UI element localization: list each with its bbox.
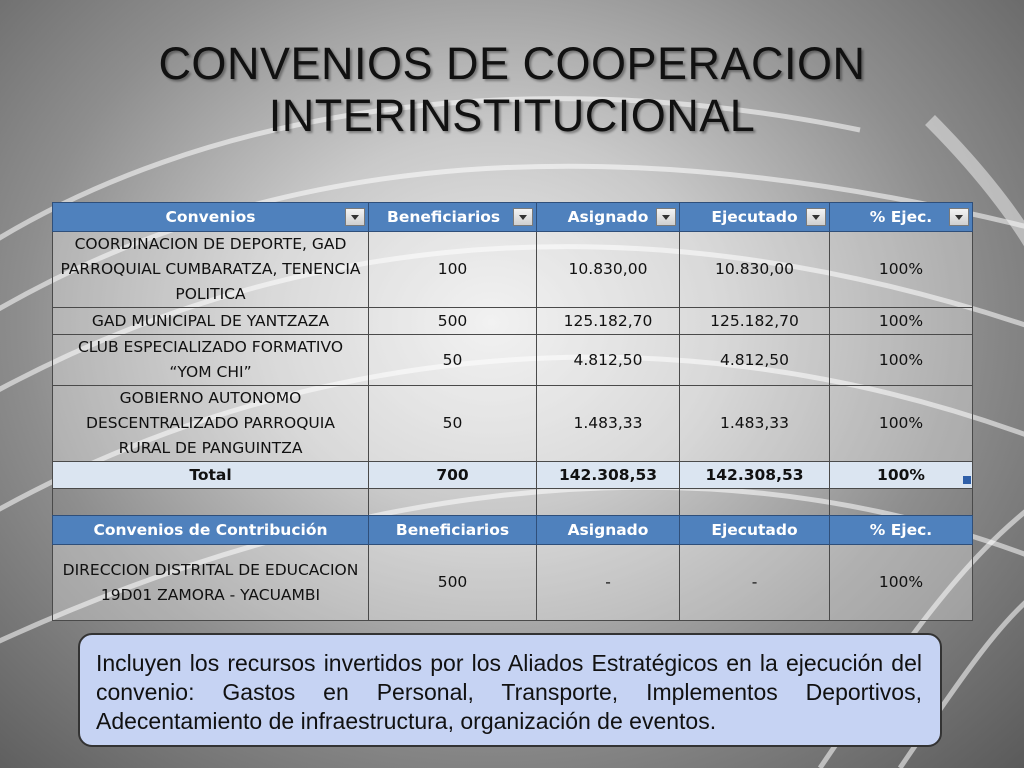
cell-pct: 100% xyxy=(830,232,973,308)
total-row xyxy=(53,462,973,489)
cell-asignado: 125.182,70 xyxy=(537,308,680,335)
total-pct: 100% xyxy=(830,462,973,489)
contribucion-table xyxy=(52,515,973,621)
table-row xyxy=(53,386,973,462)
cell-pct: 100% xyxy=(830,545,973,621)
cell-convenio-name: CLUB ESPECIALIZADO FORMATIVO “YOM CHI” xyxy=(53,335,369,386)
table-header-row xyxy=(53,516,973,545)
filter-dropdown-icon[interactable] xyxy=(949,208,969,226)
header-label: Beneficiarios xyxy=(387,208,501,226)
header-asignado[interactable] xyxy=(537,203,680,232)
header-label: Ejecutado xyxy=(711,208,798,226)
cell-beneficiarios: 500 xyxy=(369,545,537,621)
title-line-1: CONVENIOS DE COOPERACION xyxy=(158,38,866,89)
filter-dropdown-icon[interactable] xyxy=(345,208,365,226)
header-ejecutado[interactable] xyxy=(680,203,830,232)
cell-asignado: 10.830,00 xyxy=(537,232,680,308)
cell-ejecutado: 1.483,33 xyxy=(680,386,830,462)
cell-ejecutado: 10.830,00 xyxy=(680,232,830,308)
empty-cell xyxy=(680,489,830,516)
empty-cell xyxy=(537,489,680,516)
table-row xyxy=(53,308,973,335)
header-convenios[interactable] xyxy=(53,203,369,232)
cell-pct: 100% xyxy=(830,386,973,462)
filter-dropdown-icon[interactable] xyxy=(806,208,826,226)
filter-dropdown-icon[interactable] xyxy=(656,208,676,226)
header-ejecutado: Ejecutado xyxy=(680,516,830,545)
note-box xyxy=(78,633,942,747)
table-row xyxy=(53,545,973,621)
cell-asignado: 4.812,50 xyxy=(537,335,680,386)
cell-ejecutado: - xyxy=(680,545,830,621)
filter-dropdown-icon[interactable] xyxy=(513,208,533,226)
cell-convenio-name: COORDINACION DE DEPORTE, GAD PARROQUIAL CUMBARATZA, TENENCIA POLITICA xyxy=(53,232,369,308)
total-label: Total xyxy=(53,462,369,489)
title-line-2: INTERINSTITUCIONAL xyxy=(268,90,756,141)
convenios-table xyxy=(52,202,973,515)
header-pct-ejec[interactable] xyxy=(830,203,973,232)
header-convenios-contribucion: Convenios de Contribución xyxy=(53,516,369,545)
cell-ejecutado: 125.182,70 xyxy=(680,308,830,335)
total-ejecutado: 142.308,53 xyxy=(680,462,830,489)
note-text: Incluyen los recursos invertidos por los Aliados Estratégicos en la ejecución del convenio: Gastos en Personal, Transporte, Implementos Deportivos, Adecentamiento de infraestructura, organización de eventos. xyxy=(96,650,922,734)
header-label: Convenios xyxy=(165,208,256,226)
cell-pct: 100% xyxy=(830,335,973,386)
cell-beneficiarios: 500 xyxy=(369,308,537,335)
table-header-row xyxy=(53,203,973,232)
total-beneficiarios: 700 xyxy=(369,462,537,489)
empty-cell xyxy=(369,489,537,516)
cell-beneficiarios: 100 xyxy=(369,232,537,308)
header-label: % Ejec. xyxy=(869,208,933,226)
cell-beneficiarios: 50 xyxy=(369,335,537,386)
cell-beneficiarios: 50 xyxy=(369,386,537,462)
header-asignado: Asignado xyxy=(537,516,680,545)
table-row xyxy=(53,335,973,386)
table-row xyxy=(53,232,973,308)
header-label: Asignado xyxy=(567,208,649,226)
table-resize-handle[interactable] xyxy=(963,476,971,484)
page-title xyxy=(40,38,984,142)
empty-cell xyxy=(830,489,973,516)
cell-pct: 100% xyxy=(830,308,973,335)
cell-convenio-name: GAD MUNICIPAL DE YANTZAZA xyxy=(53,308,369,335)
total-asignado: 142.308,53 xyxy=(537,462,680,489)
cell-asignado: - xyxy=(537,545,680,621)
spacer-row xyxy=(53,489,973,516)
cell-convenio-name: GOBIERNO AUTONOMO DESCENTRALIZADO PARROQUIA RURAL DE PANGUINTZA xyxy=(53,386,369,462)
cell-convenio-name: DIRECCION DISTRITAL DE EDUCACION 19D01 ZAMORA - YACUAMBI xyxy=(53,545,369,621)
header-beneficiarios[interactable] xyxy=(369,203,537,232)
header-pct-ejec: % Ejec. xyxy=(830,516,973,545)
cell-asignado: 1.483,33 xyxy=(537,386,680,462)
cell-ejecutado: 4.812,50 xyxy=(680,335,830,386)
header-beneficiarios: Beneficiarios xyxy=(369,516,537,545)
empty-cell xyxy=(53,489,369,516)
